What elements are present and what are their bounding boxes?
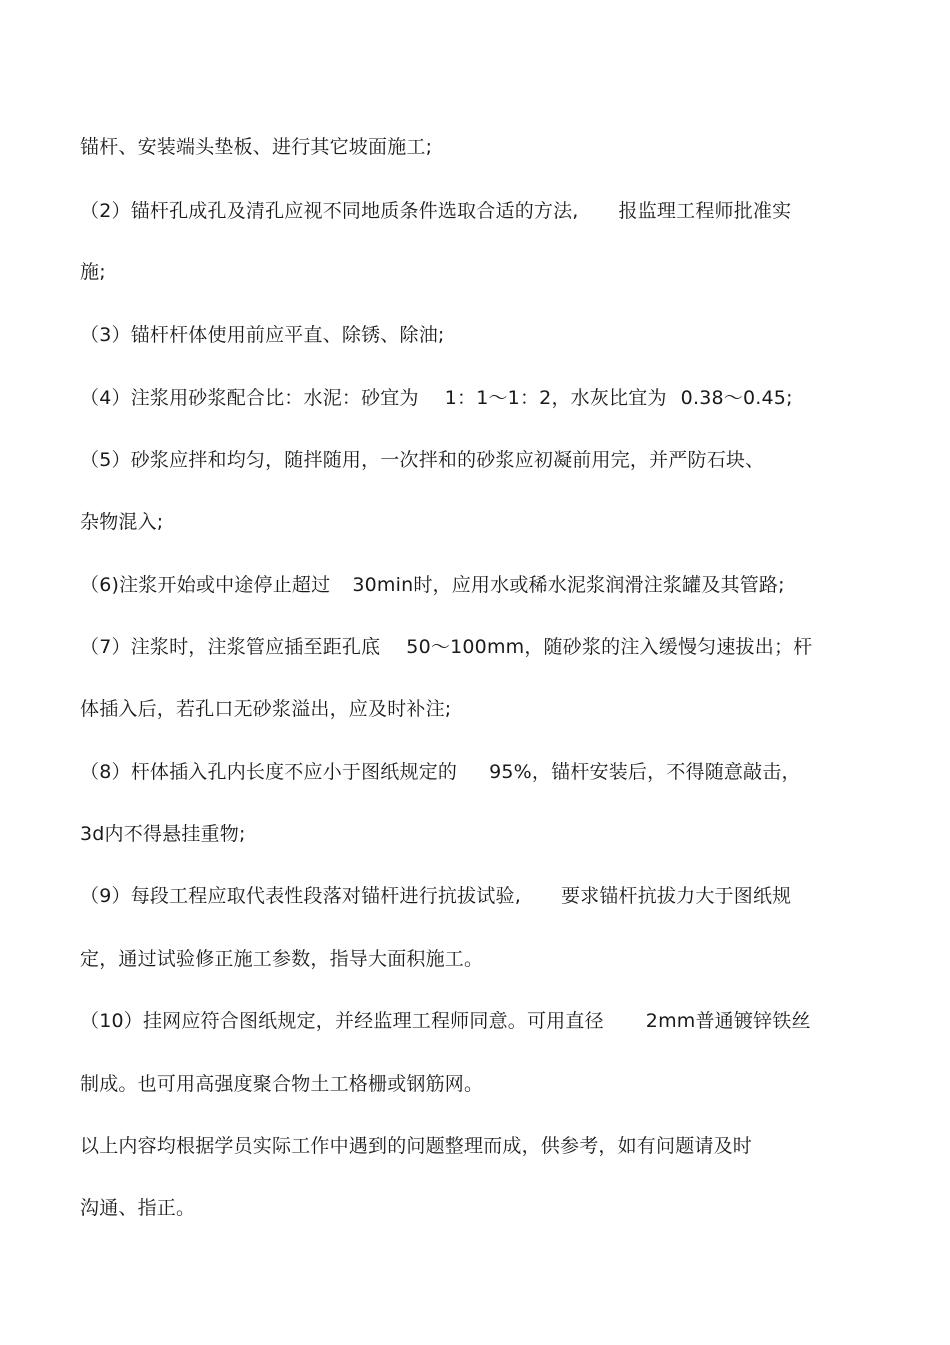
text-segment: 杂物混入; bbox=[80, 511, 164, 533]
text-line bbox=[80, 634, 812, 660]
text-segment: 95%，锚杆安装后，不得随意敲击， bbox=[489, 761, 801, 783]
text-segment: （7）注浆时，注浆管应插至距孔底 bbox=[80, 636, 381, 658]
text-segment: 制成。也可用高强度聚合物土工格栅或钢筋网。 bbox=[80, 1073, 484, 1095]
text-line bbox=[80, 1071, 483, 1097]
text-segment: 要求锚杆抗拔力大于图纸规 bbox=[560, 885, 792, 907]
text-segment: （6)注浆开始或中途停止超过 bbox=[80, 574, 331, 596]
text-segment: 2mm普通镀锌铁丝 bbox=[645, 1010, 811, 1032]
text-segment: （10）挂网应符合图纸规定，并经监理工程师同意。可用直径 bbox=[80, 1010, 604, 1032]
text-segment: 体插入后，若孔口无砂浆溢出，应及时补注; bbox=[80, 698, 452, 720]
text-segment: 定，通过试验修正施工参数，指导大面积施工。 bbox=[80, 948, 484, 970]
text-segment: （2）锚杆孔成孔及清孔应视不同地质条件选取合适的方法, bbox=[80, 200, 579, 222]
text-segment: （5）砂浆应拌和均匀，随拌随用，一次拌和的砂浆应初凝前用完，并严防石块、 bbox=[80, 449, 765, 471]
text-line bbox=[80, 134, 432, 160]
text-line bbox=[80, 259, 106, 285]
text-line bbox=[80, 821, 246, 847]
text-segment: 30min时，应用水或稀水泥浆润滑注浆罐及其管路; bbox=[352, 574, 785, 596]
text-line bbox=[80, 385, 793, 411]
text-segment: 施; bbox=[80, 261, 106, 283]
text-segment: （3）锚杆杆体使用前应平直、除锈、除油; bbox=[80, 324, 445, 346]
text-segment: （8）杆体插入孔内长度不应小于图纸规定的 bbox=[80, 761, 458, 783]
text-segment: 3d内不得悬挂重物; bbox=[80, 823, 246, 845]
text-line bbox=[80, 946, 483, 972]
text-line bbox=[80, 883, 791, 909]
text-line bbox=[80, 322, 445, 348]
text-segment: （9）每段工程应取代表性段落对锚杆进行抗拔试验, bbox=[80, 885, 521, 907]
text-line bbox=[80, 198, 791, 224]
text-segment: 沟通、指正。 bbox=[80, 1197, 196, 1219]
text-line bbox=[80, 696, 451, 722]
text-segment: 报监理工程师批准实 bbox=[618, 200, 792, 222]
text-segment: （4）注浆用砂浆配合比：水泥：砂宜为 bbox=[80, 387, 419, 409]
text-line bbox=[80, 1133, 752, 1159]
text-segment: 50～100mm，随砂浆的注入缓慢匀速拔出；杆 bbox=[406, 636, 813, 658]
text-segment: 0.38～0.45; bbox=[680, 387, 793, 409]
text-segment: 以上内容均根据学员实际工作中遇到的问题整理而成，供参考，如有问题请及时 bbox=[80, 1135, 753, 1157]
text-line bbox=[80, 1008, 811, 1034]
text-line bbox=[80, 509, 163, 535]
text-line bbox=[80, 572, 785, 598]
text-line bbox=[80, 447, 764, 473]
text-segment: 1：1～1：2，水灰比宜为 bbox=[444, 387, 667, 409]
text-line bbox=[80, 759, 801, 785]
text-segment: 锚杆、安装端头垫板、进行其它坡面施工; bbox=[80, 136, 433, 158]
text-line bbox=[80, 1195, 195, 1221]
